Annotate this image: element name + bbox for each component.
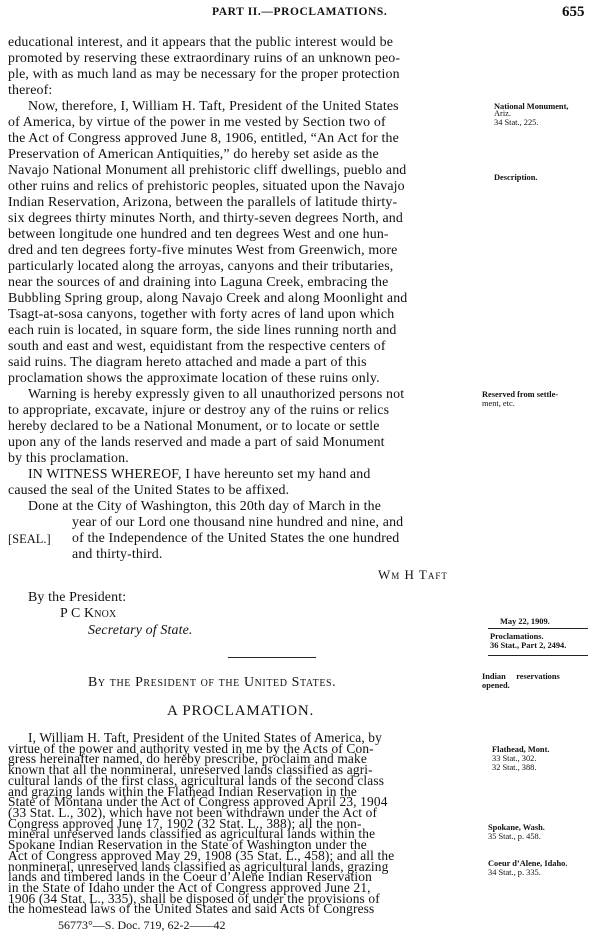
proclamation-heading: By the President of the United States. xyxy=(88,675,337,690)
margin-note-line: 33 Stat., 302. xyxy=(492,754,537,763)
margin-note-line: 34 Stat., 225. xyxy=(494,118,539,127)
body-line: caused the seal of the United States to be affixed. xyxy=(8,483,290,498)
running-head-title: PART II.—PROCLAMATIONS. xyxy=(212,6,388,18)
body-line: thereof: xyxy=(8,83,53,98)
body-line: lands and timbered lands in the Coeur d’Alene Indian Reservation xyxy=(8,869,372,885)
body-line: known that all the nonmineral, unreserved lands classified as agri- xyxy=(8,762,373,778)
body-line: Done at the City of Washington, this 20th day of March in the xyxy=(28,499,382,514)
signature: Wm H Taft xyxy=(378,567,448,582)
body-line: of the Independence of the United States the one hundred xyxy=(72,531,400,546)
body-line: by this proclamation. xyxy=(8,451,129,466)
knox-signature: P C Knox xyxy=(60,606,117,621)
body-line: the homestead laws of the United States and said Acts of Congress xyxy=(8,901,375,917)
body-line: Spokane Indian Reservation in the State of Washington under the xyxy=(8,837,367,853)
body-line: nonmineral, unreserved lands classified as agricultural lands, grazing xyxy=(8,858,389,874)
margin-note-line: ment, etc. xyxy=(482,399,515,408)
body-line: Navajo National Monument all prehistoric cliff dwellings, pueblo and xyxy=(8,163,407,178)
body-line: proclamation shows the approximate location of these ruins only. xyxy=(8,371,380,386)
body-line: other ruins and relics of prehistoric peoples, situated upon the Navajo xyxy=(8,179,405,194)
margin-note-line: Ariz. xyxy=(494,109,511,118)
margin-note-date: May 22, 1909. xyxy=(500,617,550,626)
body-line: near the sources of and draining into Laguna Creek, embracing the xyxy=(8,275,389,290)
margin-note-spokane xyxy=(488,823,545,841)
body-line: Congress approved June 17, 1902 (32 Stat. L., 388); all the non- xyxy=(8,815,362,831)
body-line: ple, with as much land as may be necessary for the proper protection xyxy=(8,67,400,82)
body-line: Warning is hereby expressly given to all unauthorized persons not xyxy=(28,387,405,402)
secretary-of-state: Secretary of State. xyxy=(88,623,193,638)
body-line: of America, by virtue of the power in me vested by Section two of xyxy=(8,115,386,130)
body-line: 1906 (34 Stat. L., 335), shall be disposed of under the provisions of xyxy=(8,890,380,906)
section-rule xyxy=(228,657,316,658)
margin-note-line: Indian reservations xyxy=(482,672,560,681)
body-line: between longitude one hundred and ten degrees West and one hun- xyxy=(8,227,389,242)
body-line: Act of Congress approved May 29, 1908 (35 Stat. L., 458); and all the xyxy=(8,847,395,863)
margin-note-line: 35 Stat., p. 458. xyxy=(488,832,541,841)
margin-note-line: opened. xyxy=(482,681,510,690)
by-the-president: By the President: xyxy=(28,590,127,605)
body-line: I, William H. Taft, President of the United States of America, by xyxy=(28,730,383,745)
margin-note-proclamations xyxy=(490,632,566,650)
body-line: Preservation of American Antiquities,” do hereby set aside as the xyxy=(8,147,379,162)
body-line: Now, therefore, I, William H. Taft, President of the United States xyxy=(28,99,399,114)
margin-note-line: 34 Stat., p. 335. xyxy=(488,868,541,877)
margin-note-line: Spokane, Wash. xyxy=(488,823,545,832)
margin-note-line: Flathead, Mont. xyxy=(492,745,550,754)
body-line: cultural lands of the first class, agricultural lands of the second class xyxy=(8,772,385,788)
proclamation-title: A PROCLAMATION. xyxy=(167,703,315,719)
margin-note-description: Description. xyxy=(494,173,538,182)
margin-note-line: National Monument, xyxy=(494,102,569,111)
margin-rule xyxy=(488,655,588,656)
margin-note-line: Coeur d’Alene, Idaho. xyxy=(488,859,568,868)
margin-note-national-monument xyxy=(494,102,568,127)
body-line: year of our Lord one thousand nine hundred and nine, and xyxy=(72,515,404,530)
body-line: particularly located along the arroyas, canyons and their tributaries, xyxy=(8,259,394,274)
body-line: gress hereinafter named, do hereby prescribe, proclaim and make xyxy=(8,751,367,767)
body-line: IN WITNESS WHEREOF, I have hereunto set my hand and xyxy=(28,467,371,482)
page-number: 655 xyxy=(562,4,585,20)
body-line: to appropriate, excavate, injure or destroy any of the ruins or relics xyxy=(8,403,390,418)
margin-note-reserved xyxy=(482,390,558,408)
body-line: promoted by reserving these extraordinary ruins of an unknown peo- xyxy=(8,51,401,66)
body-line: Bubbling Spring group, along Navajo Creek and along Moonlight and xyxy=(8,291,408,306)
body-line: State of Montana under the Act of Congress approved April 23, 1904 xyxy=(8,794,388,810)
body-line: Indian Reservation, Arizona, between the parallels of latitude thirty- xyxy=(8,195,398,210)
margin-note-coeur xyxy=(488,859,567,877)
margin-note-line: 36 Stat., Part 2, 2494. xyxy=(490,641,567,650)
body-line: (33 Stat. L., 302), which have not been withdrawn under the Act of xyxy=(8,804,378,820)
margin-note-line: 32 Stat., 388. xyxy=(492,763,537,772)
body-line: and thirty-third. xyxy=(72,547,163,562)
body-line: dred and ten degrees forty-five minutes West from Greenwich, more xyxy=(8,243,398,258)
body-line: virtue of the power and authority vested in me by the Acts of Con- xyxy=(8,740,374,756)
page-footer: 56773°—S. Doc. 719, 62-2——42 xyxy=(58,918,226,932)
body-line: educational interest, and it appears that the public interest would be xyxy=(8,35,394,50)
body-line: south and east and west, equidistant from the respective centers of xyxy=(8,339,386,354)
body-line: the Act of Congress approved June 8, 1906, entitled, “An Act for the xyxy=(8,131,399,146)
body-line: said ruins. The diagram hereto attached and made a part of this xyxy=(8,355,367,370)
body-line: six degrees thirty minutes North, and thirty-seven degrees North, and xyxy=(8,211,403,226)
body-line: each ruin is located, in square form, the side lines running north and xyxy=(8,323,397,338)
margin-rule xyxy=(488,628,588,629)
body-line: Tsagt-at-sosa canyons, together with forty acres of land upon which xyxy=(8,307,395,322)
margin-note-line: Reserved from settle- xyxy=(482,390,559,399)
margin-note-indian xyxy=(482,672,560,690)
body-line: upon any of the lands reserved and made a part of said Monument xyxy=(8,435,385,450)
running-head xyxy=(0,4,600,24)
body-line: in the State of Idaho under the Act of Congress approved June 21, xyxy=(8,879,371,895)
margin-note-flathead xyxy=(492,745,549,772)
margin-note-line: Proclamations. xyxy=(490,632,544,641)
body-line: mineral unreserved lands classified as agricultural lands within the xyxy=(8,826,376,842)
body-line: hereby declared to be a National Monument, or to locate or settle xyxy=(8,419,380,434)
body-line: and grazing lands within the Flathead Indian Reservation in the xyxy=(8,783,357,799)
seal-mark: [SEAL.] xyxy=(8,532,51,546)
